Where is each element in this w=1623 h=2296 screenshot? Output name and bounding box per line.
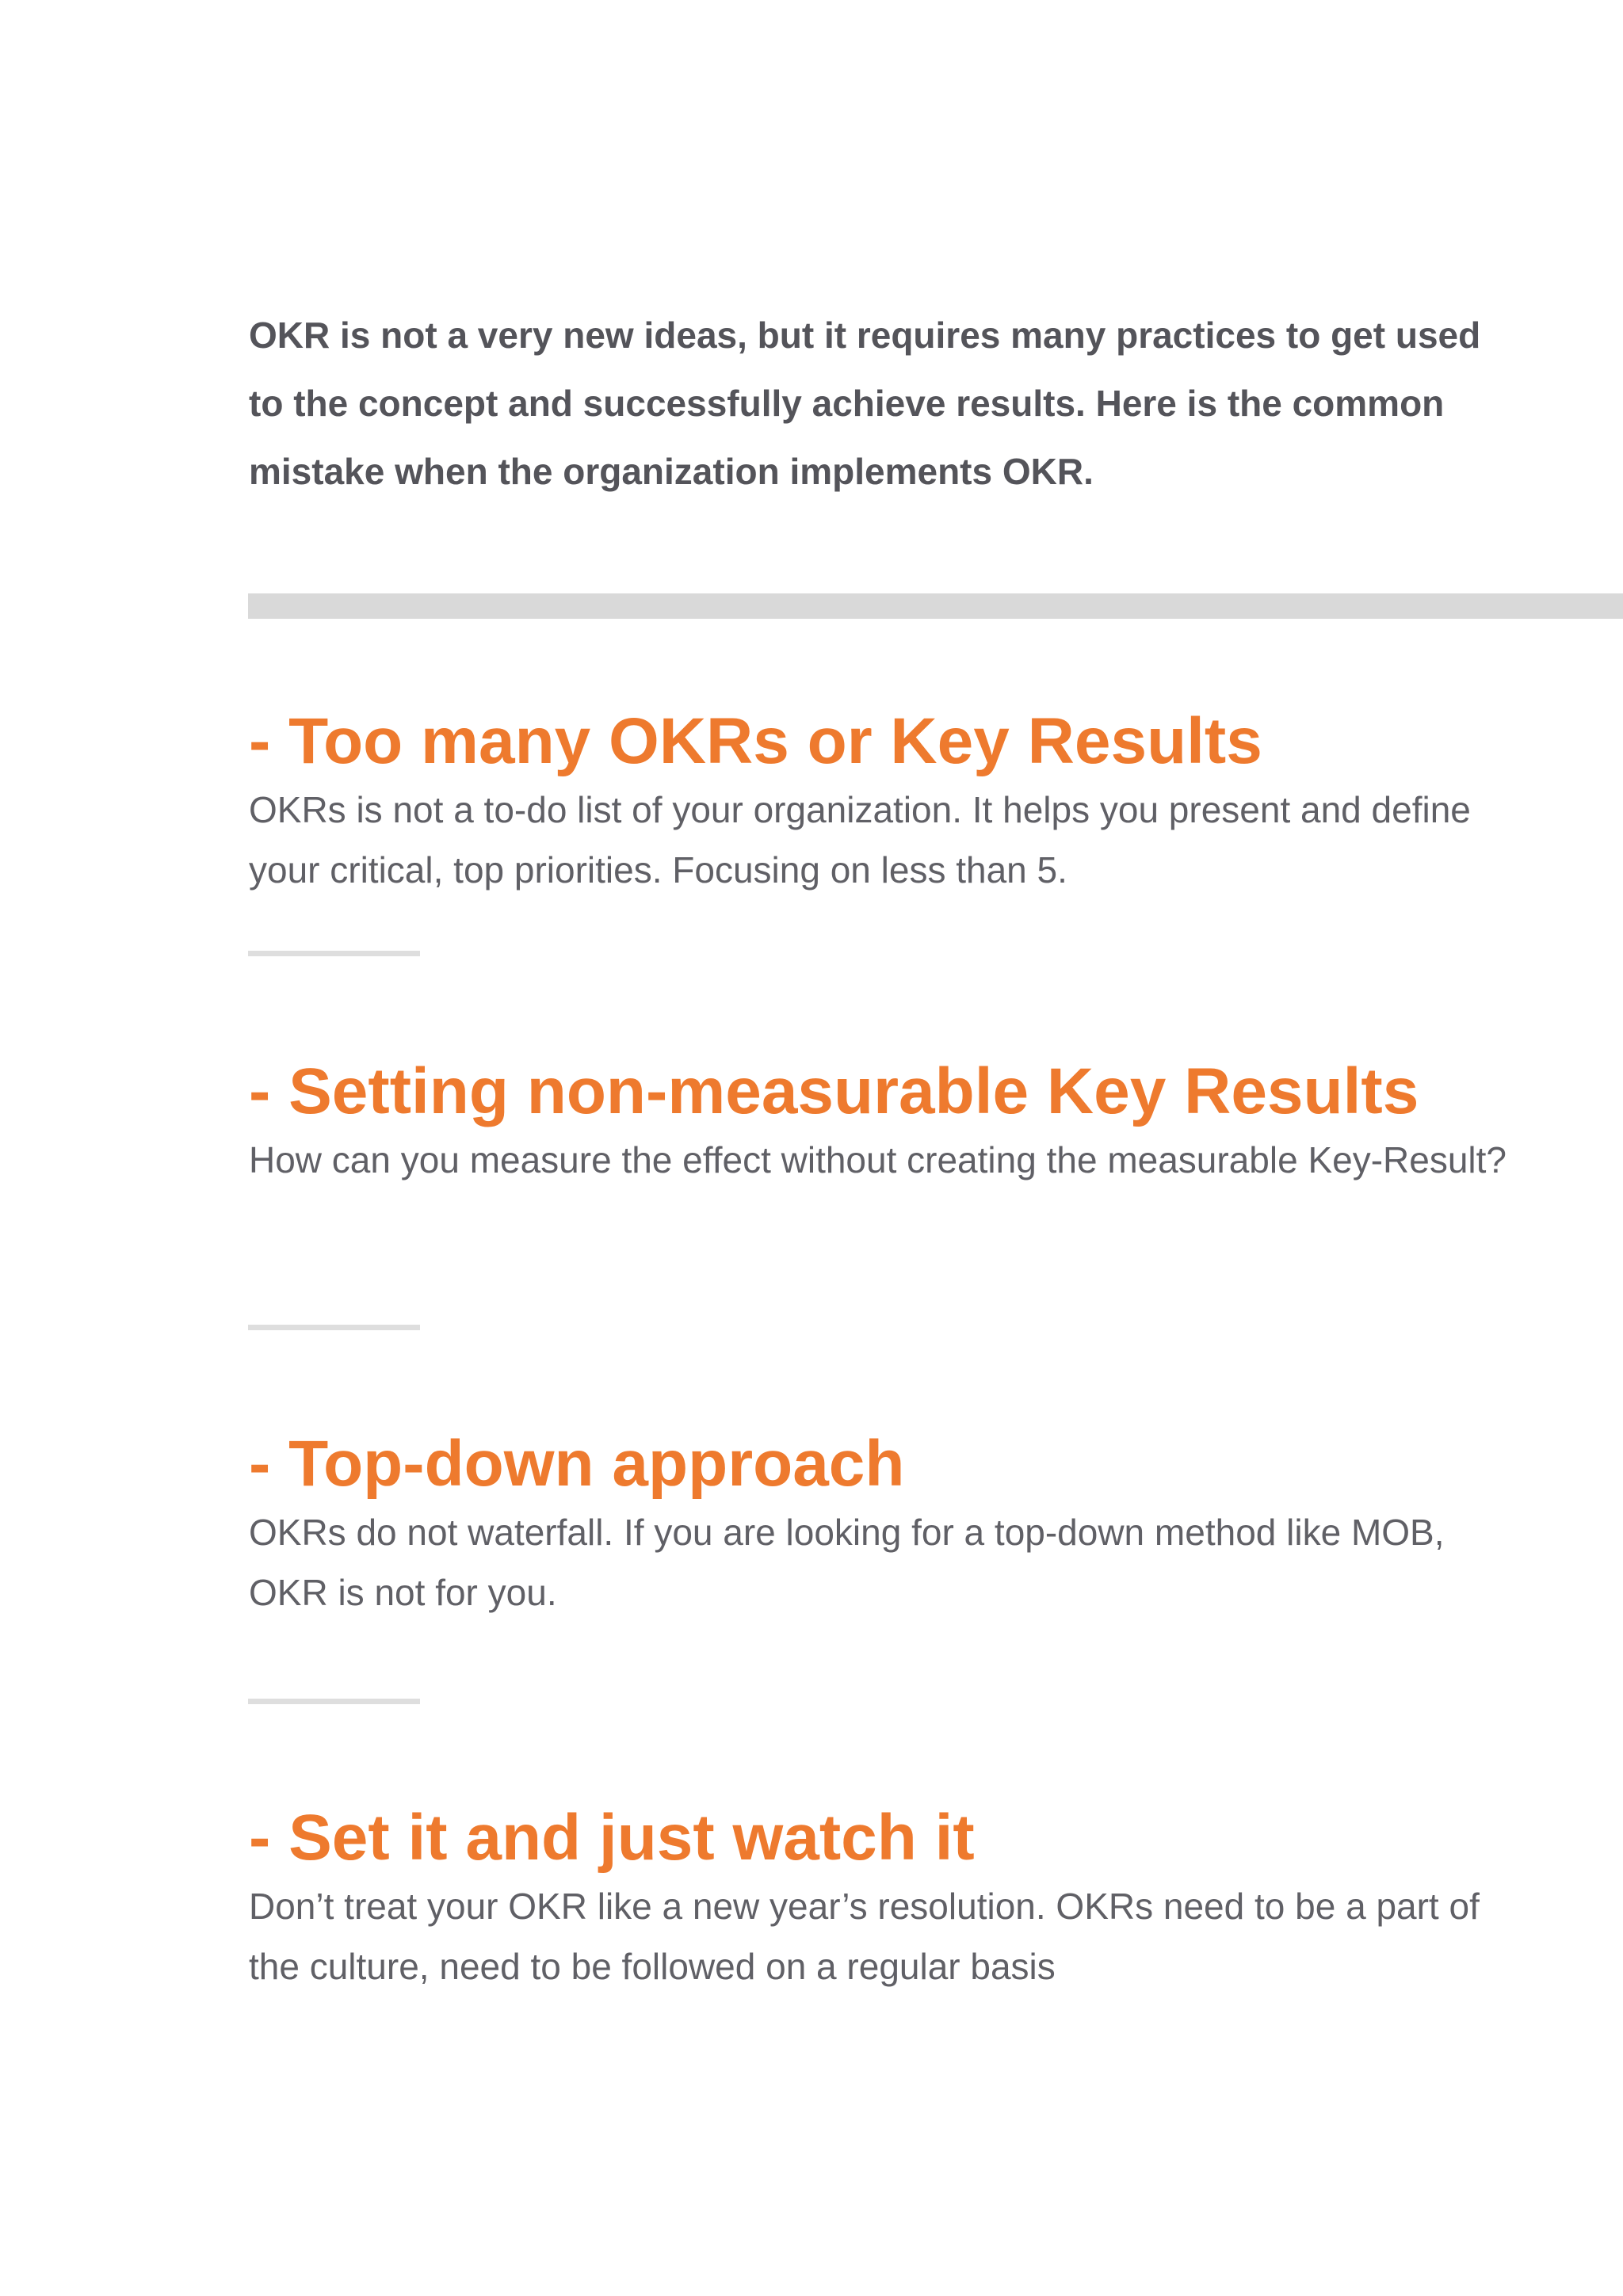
section-separator [248, 951, 420, 956]
mistake-section-too-many-okrs [249, 704, 1517, 900]
section-body: OKRs is not a to-do list of your organization. It helps you present and define your critical, top priorities. Focusing on less than 5. [249, 789, 1471, 891]
mistake-section-set-and-watch [249, 1800, 1517, 1997]
intro-paragraph: OKR is not a very new ideas, but it requires many practices to get used to the concept and successfully achieve results. Here is the common mistake when the organization implements OKR. [249, 315, 1481, 492]
section-heading: - Top-down approach [249, 1428, 905, 1500]
section-body: Don’t treat your OKR like a new year’s resolution. OKRs need to be a part of the culture, need to be followed on a regular basis [249, 1886, 1480, 1987]
section-divider-bar [248, 593, 1623, 619]
section-body: OKRs do not waterfall. If you are looking for a top-down method like MOB, OKR is not for you. [249, 1512, 1445, 1613]
mistake-section-top-down [249, 1426, 1517, 1623]
section-separator [248, 1325, 420, 1330]
section-heading: - Too many OKRs or Key Results [249, 705, 1262, 777]
section-heading: - Setting non-measurable Key Results [249, 1055, 1419, 1127]
mistake-section-non-measurable [249, 1054, 1517, 1190]
section-heading: - Set it and just watch it [249, 1802, 975, 1874]
section-separator [248, 1699, 420, 1704]
section-body: How can you measure the effect without creating the measurable Key-Result? [249, 1139, 1507, 1180]
